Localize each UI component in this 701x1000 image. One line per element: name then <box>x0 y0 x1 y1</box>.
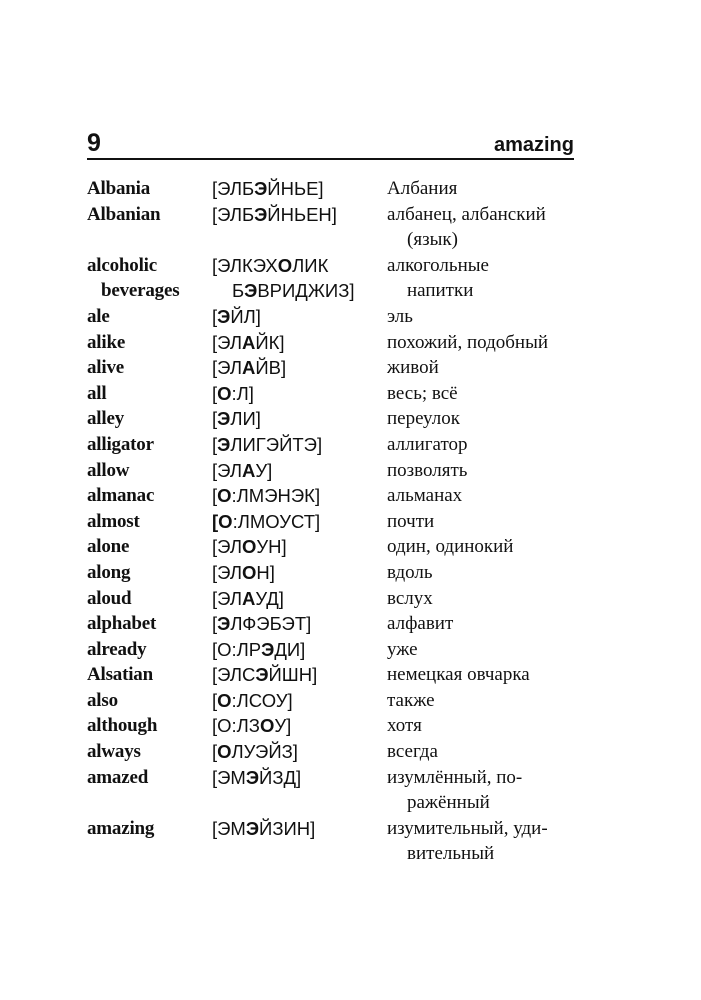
entry-transcription-line <box>212 586 387 612</box>
entry-translation-line: вслух <box>387 587 433 609</box>
stressed-syllable: Э <box>245 766 260 788</box>
entry-translation-line: алфавит <box>387 613 454 635</box>
dictionary-entry <box>87 534 574 560</box>
transcription-segment: [ЭЛ <box>212 561 242 583</box>
dictionary-entry <box>87 202 574 253</box>
stressed-syllable: О <box>259 715 275 737</box>
entry-translation <box>387 816 574 867</box>
entry-word <box>87 432 212 458</box>
entry-word-line: alcoholic <box>87 254 157 276</box>
entry-translation-line: аллигатор <box>387 433 468 455</box>
transcription-segment: ЛУЭЙЗ] <box>231 741 298 763</box>
transcription-segment: [ЭЛ <box>212 536 242 558</box>
entry-translation-line: изумлённый, по- <box>387 766 523 788</box>
transcription-segment: [ <box>212 433 218 455</box>
transcription-segment: [ <box>212 741 218 763</box>
transcription-segment: [ЭЛБ <box>212 203 255 225</box>
entry-word <box>87 406 212 432</box>
dictionary-entry <box>87 304 574 330</box>
stressed-syllable: О <box>241 561 257 583</box>
entry-word-line: already <box>87 638 147 660</box>
stressed-syllable: Э <box>217 305 231 327</box>
stressed-syllable: О <box>218 510 233 532</box>
entry-translation-line: всегда <box>387 741 438 763</box>
entry-translation <box>387 765 574 816</box>
entry-word <box>87 560 212 586</box>
stressed-syllable: Э <box>261 638 275 660</box>
entry-transcription-line <box>212 458 387 484</box>
dictionary-entry <box>87 406 574 432</box>
entry-translation <box>387 381 574 407</box>
entry-transcription <box>212 202 387 228</box>
transcription-segment: ЙШН] <box>268 664 318 686</box>
stressed-syllable: О <box>217 741 232 763</box>
entry-word-line: allow <box>87 459 130 481</box>
entry-word-line: although <box>87 715 158 737</box>
entry-translation <box>387 560 574 586</box>
dictionary-entry <box>87 483 574 509</box>
entry-translation-line: альманах <box>387 485 463 507</box>
entry-translation <box>387 534 574 560</box>
transcription-segment: ЙЗД] <box>259 766 302 788</box>
stressed-syllable: А <box>241 459 256 481</box>
entry-transcription <box>212 560 387 586</box>
dictionary-entry <box>87 637 574 663</box>
transcription-segment: [ЭЛБ <box>212 178 255 199</box>
entry-transcription-line <box>212 688 387 714</box>
entry-transcription <box>212 253 387 304</box>
entry-transcription-line <box>212 509 387 535</box>
stressed-syllable: О <box>217 485 232 507</box>
entry-word <box>87 534 212 560</box>
stressed-syllable: А <box>241 587 256 609</box>
entry-transcription <box>212 381 387 407</box>
entry-transcription <box>212 176 387 202</box>
dictionary-entry <box>87 458 574 484</box>
entry-transcription <box>212 662 387 688</box>
entry-transcription-line <box>212 662 387 688</box>
dictionary-entry <box>87 355 574 381</box>
entry-translation-line: хотя <box>387 715 422 737</box>
entry-word-line: Albanian <box>87 203 161 225</box>
dictionary-entry <box>87 560 574 586</box>
entry-transcription <box>212 611 387 637</box>
stressed-syllable: А <box>241 357 256 379</box>
transcription-segment: ЙЛ] <box>230 305 261 327</box>
entry-word <box>87 816 212 842</box>
entry-word-line: almost <box>87 510 140 532</box>
entry-transcription-line <box>212 176 387 202</box>
entry-transcription-line <box>212 202 387 228</box>
transcription-segment: [ЭЛ <box>212 357 242 379</box>
entry-word <box>87 202 212 228</box>
entry-translation-line: вительный <box>407 843 495 865</box>
stressed-syllable: О <box>277 254 293 276</box>
stressed-syllable: О <box>217 382 232 404</box>
entry-transcription <box>212 586 387 612</box>
entry-word-line: alone <box>87 536 130 558</box>
running-head: amazing <box>493 134 574 156</box>
entry-transcription-line <box>212 304 387 330</box>
entry-translation <box>387 304 574 330</box>
entry-word <box>87 637 212 663</box>
transcription-segment: [ЭЛ <box>212 587 242 609</box>
page-header <box>87 128 574 160</box>
entry-word <box>87 739 212 765</box>
entry-word-line: along <box>87 561 131 583</box>
entry-word-line: alike <box>87 331 126 353</box>
entry-transcription-line <box>212 713 387 739</box>
entry-transcription-line <box>212 330 387 356</box>
entry-translation <box>387 637 574 663</box>
entry-word <box>87 458 212 484</box>
entry-word-line: alligator <box>87 433 154 455</box>
stressed-syllable: А <box>241 331 256 353</box>
entry-word-line: aloud <box>87 587 132 609</box>
entry-word-line: beverages <box>101 280 180 302</box>
entry-translation-line: напитки <box>407 280 474 302</box>
entry-transcription-line <box>212 560 387 586</box>
entry-transcription-line <box>212 611 387 637</box>
dictionary-entry <box>87 381 574 407</box>
transcription-segment: ЛИ] <box>230 408 261 430</box>
entry-translation <box>387 662 574 688</box>
entry-word-line: alphabet <box>87 613 157 635</box>
entry-transcription-line <box>212 253 387 279</box>
entry-translation-line: также <box>387 689 435 711</box>
entry-transcription <box>212 509 387 535</box>
entry-translation <box>387 432 574 458</box>
transcription-segment: ЛИГЭЙТЭ] <box>230 433 323 455</box>
entry-translation-line: позволять <box>387 459 468 481</box>
transcription-segment: [ <box>212 613 218 635</box>
dictionary-entry <box>87 432 574 458</box>
entry-transcription <box>212 458 387 484</box>
entry-transcription <box>212 637 387 663</box>
entry-transcription <box>212 483 387 509</box>
stressed-syllable: О <box>217 689 232 711</box>
entry-translation <box>387 406 574 432</box>
entry-translation <box>387 253 574 304</box>
entry-transcription-line <box>212 483 387 509</box>
dictionary-entry <box>87 253 574 304</box>
dictionary-page <box>87 128 574 867</box>
entry-word-line: Alsatian <box>87 664 153 686</box>
transcription-segment: [ <box>212 408 218 430</box>
transcription-segment: [ЭЛ <box>212 459 242 481</box>
entry-transcription <box>212 765 387 791</box>
dictionary-entry <box>87 176 574 202</box>
entry-transcription-line <box>212 739 387 765</box>
transcription-segment: ЙНЬЕН] <box>267 203 337 225</box>
entry-word <box>87 483 212 509</box>
entry-translation <box>387 713 574 739</box>
entry-transcription <box>212 432 387 458</box>
entry-word-line: amazed <box>87 766 149 788</box>
stressed-syllable: Э <box>244 280 258 302</box>
entry-translation <box>387 483 574 509</box>
entry-transcription-line <box>212 278 387 304</box>
entry-transcription-line <box>212 381 387 407</box>
entry-word <box>87 330 212 356</box>
stressed-syllable: Э <box>217 613 231 635</box>
entry-translation-line: один, одинокий <box>387 536 514 558</box>
entry-word <box>87 611 212 637</box>
dictionary-entry <box>87 688 574 714</box>
entry-word-line: alley <box>87 408 124 430</box>
entry-word <box>87 355 212 381</box>
stressed-syllable: Э <box>245 817 260 839</box>
entry-translation-line: почти <box>387 510 435 532</box>
entry-translation-line: весь; всё <box>387 382 458 404</box>
entry-word-line: alive <box>87 357 124 379</box>
transcription-segment: [ЭЛ <box>212 331 242 353</box>
entry-translation-line: похожий, подобный <box>387 331 549 353</box>
transcription-segment: [ <box>212 305 218 327</box>
entry-translation <box>387 611 574 637</box>
stressed-syllable: Э <box>217 408 231 430</box>
transcription-segment: ЙЗИН] <box>259 817 316 839</box>
entry-word <box>87 509 212 535</box>
entry-translation <box>387 458 574 484</box>
entry-transcription-line <box>212 637 387 663</box>
entry-translation <box>387 355 574 381</box>
dictionary-entry <box>87 816 574 867</box>
entry-translation-line: ражённый <box>407 792 490 814</box>
entry-transcription <box>212 355 387 381</box>
entry-word <box>87 381 212 407</box>
entry-word-line: all <box>87 382 107 404</box>
entry-word <box>87 304 212 330</box>
transcription-segment: ДИ] <box>274 638 306 660</box>
entry-translation-line: вдоль <box>387 561 433 583</box>
dictionary-entry <box>87 330 574 356</box>
entry-word-line: amazing <box>87 817 155 839</box>
entry-translation-line: (язык) <box>407 229 458 251</box>
entry-translation-line: эль <box>387 305 413 327</box>
dictionary-entry <box>87 662 574 688</box>
dictionary-entry-list <box>87 176 574 867</box>
entry-word-line: almanac <box>87 485 155 507</box>
entry-transcription-line <box>212 355 387 381</box>
entry-transcription-line <box>212 816 387 842</box>
entry-transcription-line <box>212 534 387 560</box>
dictionary-entry <box>87 509 574 535</box>
stressed-syllable: Э <box>217 433 231 455</box>
entry-transcription <box>212 406 387 432</box>
entry-translation-line: Албания <box>387 178 458 199</box>
transcription-segment: ВРИДЖИЗ] <box>257 280 355 302</box>
transcription-segment: УД] <box>255 587 284 609</box>
transcription-segment: [ЭЛКЭХ <box>212 254 278 276</box>
transcription-segment: :ЛМОУСТ] <box>232 510 321 532</box>
transcription-segment: ЙК] <box>255 331 285 353</box>
dictionary-entry <box>87 611 574 637</box>
transcription-segment: УН] <box>256 536 287 558</box>
entry-word <box>87 586 212 612</box>
entry-translation <box>387 202 574 253</box>
transcription-segment: ЙНЬЕ] <box>267 178 324 199</box>
entry-translation <box>387 739 574 765</box>
transcription-segment: [ЭМ <box>212 817 246 839</box>
entry-translation-line: немецкая овчарка <box>387 664 530 686</box>
entry-transcription <box>212 304 387 330</box>
transcription-segment: [ЭМ <box>212 766 246 788</box>
entry-translation-line: переулок <box>387 408 460 430</box>
dictionary-entry <box>87 765 574 816</box>
transcription-segment: [ЭЛС <box>212 664 256 686</box>
entry-word <box>87 688 212 714</box>
entry-word <box>87 176 212 202</box>
transcription-segment: Н] <box>256 561 275 583</box>
transcription-segment: [О:ЛЗ <box>212 715 260 737</box>
page-number: 9 <box>87 129 101 157</box>
transcription-segment: :Л] <box>231 382 254 404</box>
transcription-segment: ЙВ] <box>255 357 287 379</box>
stressed-syllable: О <box>241 536 257 558</box>
entry-transcription <box>212 688 387 714</box>
transcription-segment: У] <box>274 715 292 737</box>
entry-translation <box>387 586 574 612</box>
transcription-segment: [ <box>212 689 218 711</box>
entry-transcription <box>212 534 387 560</box>
transcription-segment: [ <box>212 382 218 404</box>
entry-word <box>87 662 212 688</box>
stressed-syllable: Э <box>254 178 268 199</box>
entry-word <box>87 713 212 739</box>
transcription-segment: ЛИК <box>292 254 329 276</box>
transcription-segment: [ <box>212 485 218 507</box>
transcription-segment: :ЛМЭНЭК] <box>231 485 321 507</box>
transcription-segment: У] <box>255 459 273 481</box>
entry-translation <box>387 176 574 202</box>
entry-transcription <box>212 713 387 739</box>
entry-word <box>87 253 212 304</box>
entry-word-line: always <box>87 741 141 763</box>
entry-transcription <box>212 739 387 765</box>
transcription-segment: ЛФЭБЭТ] <box>230 613 312 635</box>
entry-word-line: ale <box>87 305 110 327</box>
entry-translation-line: изумительный, уди- <box>387 817 548 839</box>
entry-transcription-line <box>212 432 387 458</box>
entry-word <box>87 765 212 791</box>
entry-translation-line: живой <box>387 357 439 379</box>
transcription-segment: [О:ЛР <box>212 638 262 660</box>
entry-transcription-line <box>212 765 387 791</box>
dictionary-entry <box>87 713 574 739</box>
stressed-syllable: Э <box>254 203 268 225</box>
stressed-syllable: Э <box>255 664 269 686</box>
entry-translation <box>387 688 574 714</box>
entry-translation <box>387 509 574 535</box>
entry-translation-line: алкогольные <box>387 254 489 276</box>
entry-transcription <box>212 816 387 842</box>
entry-transcription <box>212 330 387 356</box>
entry-word-line: also <box>87 689 118 711</box>
transcription-segment: :ЛСОУ] <box>231 689 293 711</box>
entry-word-line: Albania <box>87 178 151 199</box>
entry-translation-line: уже <box>387 638 418 660</box>
entry-translation-line: албанец, албанский <box>387 203 546 225</box>
transcription-segment: Б <box>232 280 245 302</box>
dictionary-entry <box>87 586 574 612</box>
entry-transcription-line <box>212 406 387 432</box>
stressed-syllable: [ <box>212 510 219 532</box>
entry-translation <box>387 330 574 356</box>
dictionary-entry <box>87 739 574 765</box>
